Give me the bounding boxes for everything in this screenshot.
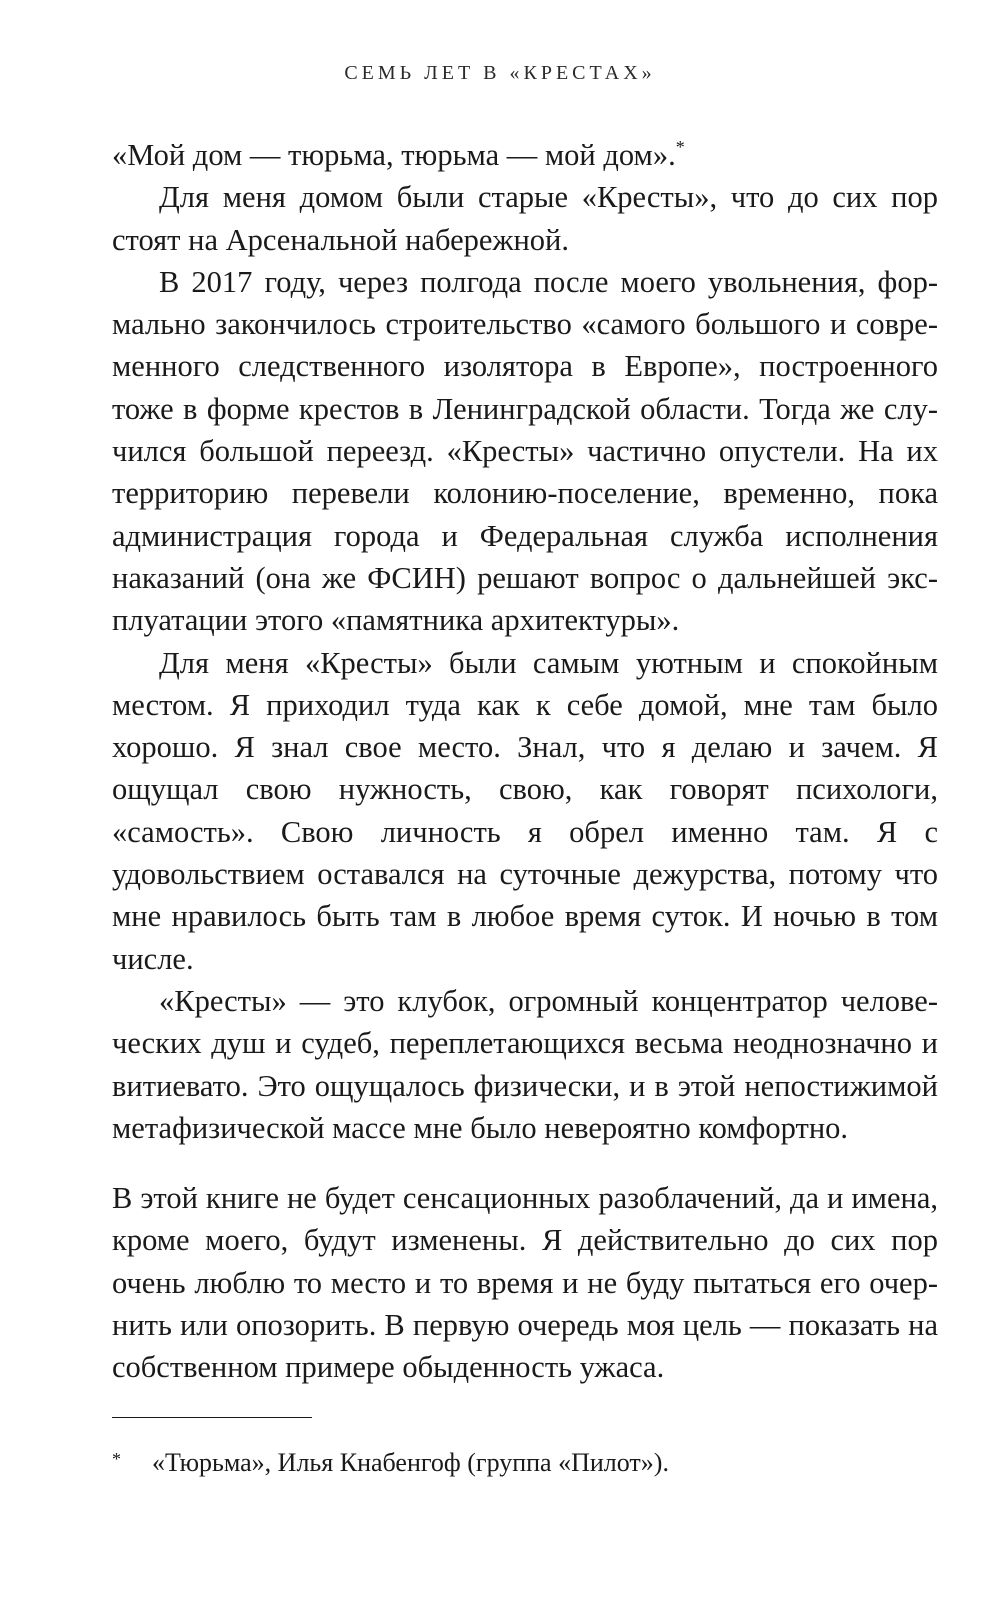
- paragraph: Для меня домом были старые «Кресты», что до сих пор стоят на Арсенальной набережной.: [112, 180, 938, 257]
- paragraph-closing: В этой книге не будет сенсационных разоблачений, да и имена, кроме моего, будут изменены. Я действительно до сих пор очень люблю то место и то время и не буду пытаться его очернить или опозорить. В первую очередь моя цель — показать на собственном примере обыденность ужаса.: [112, 1181, 938, 1385]
- footnote-marker: *: [112, 1449, 121, 1469]
- footnote: [112, 1442, 938, 1480]
- paragraph: Для меня «Кресты» были самым уютным и спокойным местом. Я приходил туда как к себе домой, мне там было хорошо. Я знал свое место. Знал, что я делаю и зачем. Я ощущал свою нужность, свою, как говорят психологи, «самость». Свою личность я обрел именно там. Я с удовольствием оставался на суточные дежурства, потому что мне нравилось быть там в любое время суток. И ночью в том числе.: [112, 645, 938, 976]
- paragraph-epigraph-quote: [112, 134, 938, 176]
- paragraph: «Кресты» — это клубок, огромный концентратор человеческих душ и судеб, переплетающихся весьма неоднозначно и витиевато. Это ощущалось физически, и в этой непостижимой метафизической массе мне было невероятно комфортно.: [112, 983, 938, 1145]
- epigraph-quote-text: «Мой дом — тюрьма, тюрьма — мой дом».: [112, 138, 676, 172]
- footnote-reference-marker: *: [675, 137, 685, 157]
- closing-text-block: [112, 1177, 938, 1388]
- running-head: СЕМЬ ЛЕТ В «КРЕСТАХ»: [344, 62, 656, 84]
- footnote-divider: [112, 1417, 312, 1418]
- main-text-block: [112, 134, 938, 1149]
- paragraph: В 2017 году, через полгода после моего увольнения, формально закончилось строительство «самого большого и современного следственного изолятора в Европе», построенного тоже в форме крестов в Ленинградской области. Тогда же случился большой переезд. «Кресты» частично опустели. На их территорию перевели колонию-поселение, временно, пока администрация города и Федеральная служба исполнения наказаний (она же ФСИН) решают вопрос о дальнейшей эксплуатации этого «памятника архитектуры».: [112, 264, 938, 638]
- footnote-text: «Тюрьма», Илья Кнабенгоф (группа «Пилот»).: [152, 1448, 669, 1477]
